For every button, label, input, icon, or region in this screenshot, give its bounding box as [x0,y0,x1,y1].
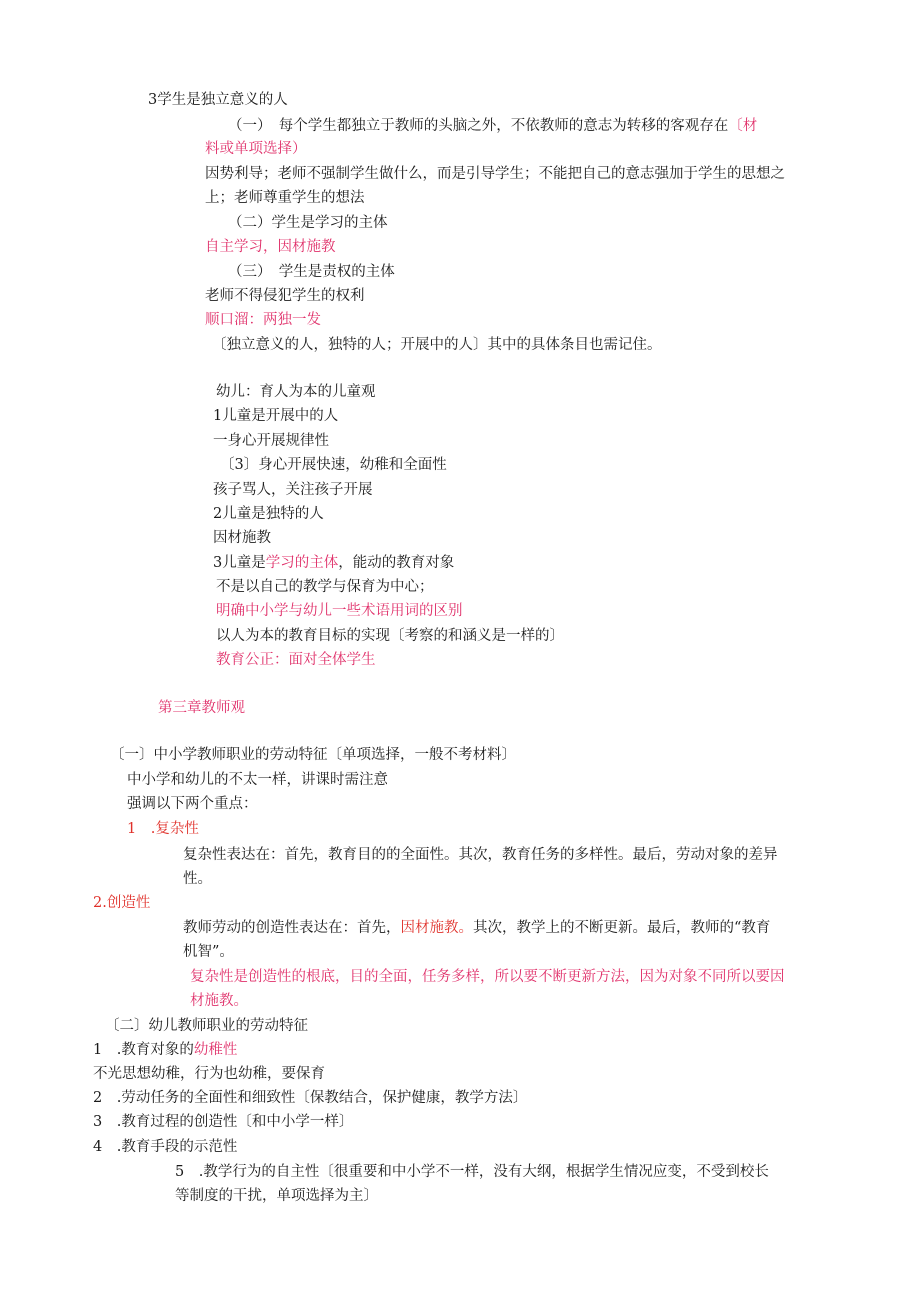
text-line: （三） 学生是责权的主体 [228,264,395,280]
text-line: 〔3〕身心开展快速，幼稚和全面性 [220,457,447,473]
text-line: （二）学生是学习的主体 [228,215,388,231]
text-line: 不是以自己的教学与保育为中心； [216,579,434,595]
text-line: 性。 [183,871,212,887]
text-line: 以人为本的教育目标的实现〔考察的和涵义是一样的〕 [216,628,564,644]
text-line: 2儿童是独特的人 [213,506,324,522]
text-line: 5 .教学行为的自主性〔很重要和中小学不一样，没有大纲，根据学生情况应变，不受到校长 [175,1164,769,1180]
text-span: 其次，教学上的不断更新。最后，教师的“教育 [473,920,771,936]
text-line: 2 .劳动任务的全面性和细致性〔保教结合，保护健康，教学方法〕 [93,1090,528,1106]
text-line: 上；老师尊重学生的想法 [205,190,365,206]
highlight-text: 顺口溜：两独一发 [205,312,321,328]
text-line: 因势利导；老师不强制学生做什么，而是引导学生；不能把自己的意志强加于学生的思想之 [205,166,785,182]
text-line: 强调以下两个重点： [127,796,258,812]
text-line: 〔二〕幼儿教师职业的劳动特征 [105,1018,308,1034]
highlight-text: 明确中小学与幼儿一些术语用词的区别 [216,603,463,619]
text-line: 复杂性表达在：首先，教育目的的全面性。其次，教育任务的多样性。最后，劳动对象的差异 [183,847,778,863]
text-line: 等制度的干扰，单项选择为主〕 [175,1188,378,1204]
text-line [213,553,454,573]
text-line: 因材施教 [213,530,271,546]
text-line [183,918,770,938]
text-line: 孩子骂人，关注孩子开展 [213,482,373,498]
text-line: 不光思想幼稚，行为也幼稚，要保育 [93,1066,325,1082]
highlight-text: 教育公正：面对全体学生 [216,652,376,668]
highlight-text: 幼稚性 [193,1042,238,1058]
text-line [228,116,757,136]
highlight-text: 1 .复杂性 [127,821,199,837]
text-span: 教师劳动的创造性表达在：首先， [183,920,401,936]
text-line [93,1040,237,1060]
chapter-heading: 第三章教师观 [158,700,245,716]
text-line: 幼儿：育人为本的儿童观 [216,384,376,400]
highlight-text: 材施教。 [190,993,248,1009]
text-span: ，能动的教育对象 [338,555,455,571]
text-line: 3 .教育过程的创造性〔和中小学一样〕 [93,1114,354,1130]
text-line: 机智”。 [183,944,234,960]
text-line: 4 .教育手段的示范性 [93,1139,238,1155]
highlight-text: 2.创造性 [93,895,151,911]
highlight-text: 学习的主体 [265,555,339,571]
text-span: 3儿童是 [213,555,266,571]
text-line: 老师不得侵犯学生的权利 [205,288,365,304]
highlight-text: 〔材 [728,118,758,134]
text-line: 〔独立意义的人，独特的人；开展中的人〕其中的具体条目也需记住。 [212,337,662,353]
text-line: 3学生是独立意义的人 [148,92,288,108]
text-line: 中小学和幼儿的不太一样，讲课时需注意 [127,772,388,788]
text-span: （一） 每个学生都独立于教师的头脑之外，不依教师的意志为转移的客观存在 [228,118,729,134]
highlight-text: 料或单项选择） [205,141,307,157]
text-line: 1儿童是开展中的人 [213,408,339,424]
text-span: 1 .教育对象的 [93,1042,194,1058]
text-line: 〔一〕中小学教师职业的劳动特征〔单项选择，一般不考材料〕 [110,747,516,763]
highlight-text: 复杂性是创造性的根底，目的全面，任务多样，所以要不断更新方法，因为对象不同所以要因 [190,969,785,985]
highlight-text: 自主学习，因材施教 [205,239,336,255]
highlight-text: 因材施教。 [400,920,473,936]
text-line: 一身心开展规律性 [213,433,329,449]
